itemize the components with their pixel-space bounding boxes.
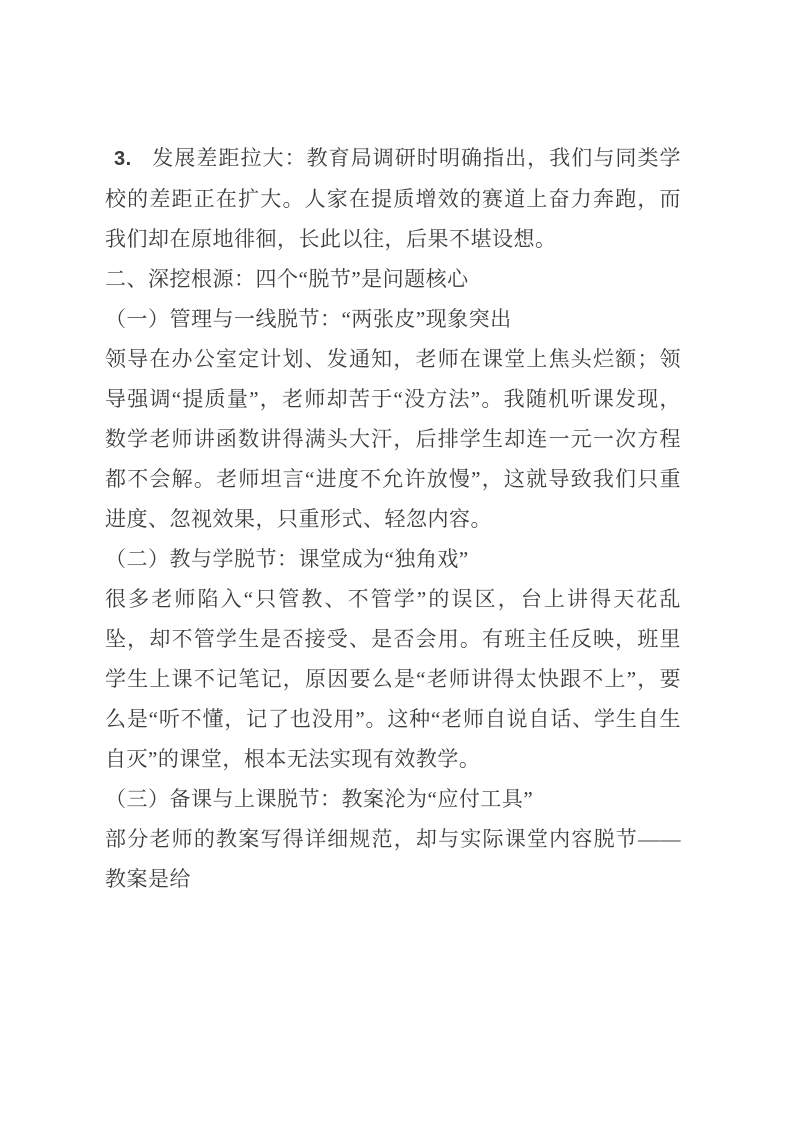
list-item-lead: 发展差距拉大： [151,146,307,170]
subsection-2-heading: （二）教与学脱节：课堂成为“独角戏” [105,547,469,571]
subsection-2-body: 很多老师陷入“只管教、不管学”的误区，台上讲得天花乱坠，却不管学生是否接受、是否会用。有班主任反映，班里学生上课不记笔记，原因要么是“老师讲得太快跟不上”，要么是“听不懂，记了也没用”。这种“老师自说自话、学生自生自灭”的课堂，根本无法实现有效教学。 [105,587,681,771]
numbered-list-item-3 [105,138,681,259]
list-item-text: 教育局调研时明确指出，我们与同类学校的差距正在扩大。人家在提质增效的赛道上奋力奔跑，而我们却在原地徘徊，长此以往，后果不堪设想。 [105,146,681,251]
subsection-1-body: 领导在办公室定计划、发通知，老师在课堂上焦头烂额；领导强调“提质量”，老师却苦于“没方法”。我随机听课发现，数学老师讲函数讲得满头大汗，后排学生却连一元一次方程都不会解。老师坦言“进度不允许放慢”，这就导致我们只重进度、忽视效果，只重形式、轻忽内容。 [105,347,681,531]
list-item-number: 3. [114,148,132,170]
subsection-1-heading: （一）管理与一线脱节：“两张皮”现象突出 [105,307,512,331]
subsection-3-body: 部分老师的教案写得详细规范，却与实际课堂内容脱节——教案是给 [105,827,681,891]
subsection-3-heading: （三）备课与上课脱节：教案沦为“应付工具” [105,787,534,811]
section-heading: 二、深挖根源：四个“脱节”是问题核心 [105,267,469,291]
